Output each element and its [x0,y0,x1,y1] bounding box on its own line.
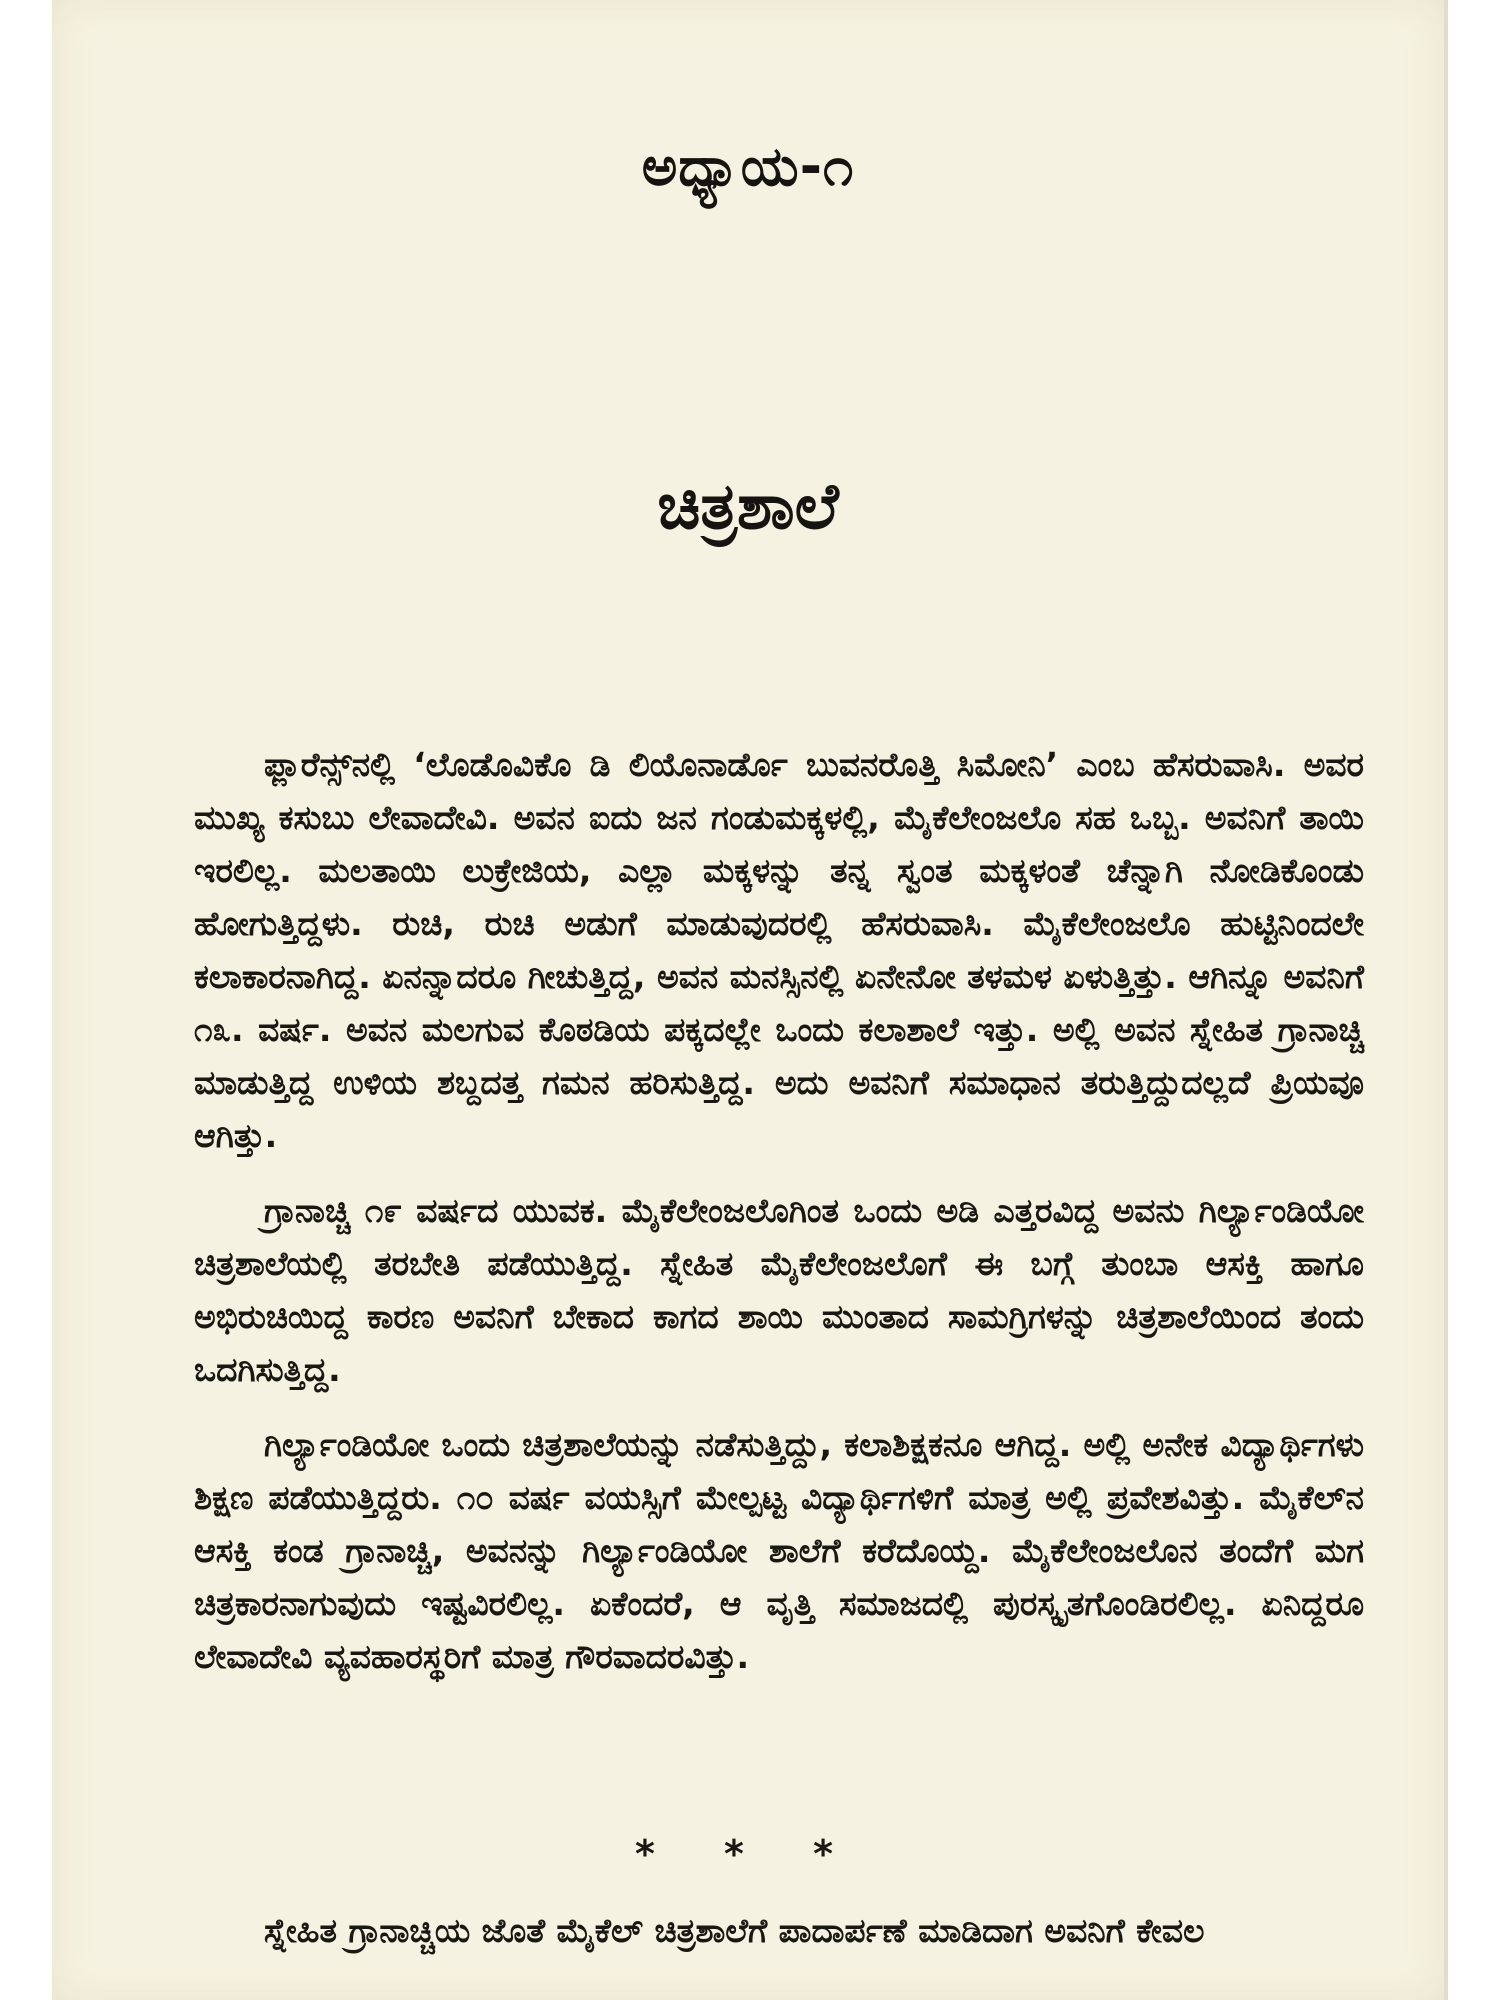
chapter-title: ಚಿತ್ರಶಾಲೆ [657,470,839,544]
paragraph-1: ಫ್ಲಾರೆನ್ಸ್‌ನಲ್ಲಿ ‘ಲೊಡೊವಿಕೊ ಡಿ ಲಿಯೊನಾರ್ಡೊ ಬುವನರೊತ್ತಿ ಸಿಮೋನಿ’ ಎಂಬ ಹೆಸರುವಾಸಿ. ಅವರ ಮುಖ್ಯ ಕಸುಬು ಲೇವಾದೇವಿ. ಅವನ ಐದು ಜನ ಗಂಡುಮಕ್ಕಳಲ್ಲಿ, ಮೈಕೆಲೇಂಜಲೊ ಸಹ ಒಬ್ಬ. ಅವನಿಗೆ ತಾಯಿ ಇರಲಿಲ್ಲ. ಮಲತಾಯಿ ಲುಕ್ರೇಜಿಯ, ಎಲ್ಲಾ ಮಕ್ಕಳನ್ನು ತನ್ನ ಸ್ವಂತ ಮಕ್ಕಳಂತೆ ಚೆನ್ನಾಗಿ ನೋಡಿಕೊಂಡು ಹೋಗುತ್ತಿದ್ದಳು. ರುಚಿ, ರುಚಿ ಅಡುಗೆ ಮಾಡುವುದರಲ್ಲಿ ಹೆಸರುವಾಸಿ. ಮೈಕೆಲೇಂಜಲೊ ಹುಟ್ಟಿನಿಂದಲೇ ಕಲಾಕಾರನಾಗಿದ್ದ. ಏನನ್ನಾದರೂ ಗೀಚುತ್ತಿದ್ದ, ಅವನ ಮನಸ್ಸಿನಲ್ಲಿ ಏನೇನೋ ತಳಮಳ ಏಳುತ್ತಿತ್ತು. ಆಗಿನ್ನೂ ಅವನಿಗೆ ೧೩. ವರ್ಷ. ಅವನ ಮಲಗುವ ಕೊಠಡಿಯ ಪಕ್ಕದಲ್ಲೇ ಒಂದು ಕಲಾಶಾಲೆ ಇತ್ತು. ಅಲ್ಲಿ ಅವನ ಸ್ನೇಹಿತ ಗ್ರಾನಾಚ್ಚಿ ಮಾಡುತ್ತಿದ್ದ ಉಳಿಯ ಶಬ್ದದತ್ತ ಗಮನ ಹರಿಸುತ್ತಿದ್ದ. ಅದು ಅವನಿಗೆ ಸಮಾಧಾನ ತರುತ್ತಿದ್ದುದಲ್ಲದೆ ಪ್ರಿಯವೂ ಆಗಿತ್ತು. [194,745,1364,1155]
chapter-heading: ಅಧ್ಯಾಯ-೧ [641,135,855,198]
book-page [52,0,1444,2000]
page-edge [1444,0,1448,2000]
body-text [194,738,1364,1705]
paragraph-2: ಗ್ರಾನಾಚ್ಚಿ ೧೯ ವರ್ಷದ ಯುವಕ. ಮೈಕೆಲೇಂಜಲೊಗಿಂತ ಒಂದು ಅಡಿ ಎತ್ತರವಿದ್ದ ಅವನು ಗಿರ್ಲ್ಯಾಂಡಿಯೋ ಚಿತ್ರಶಾಲೆಯಲ್ಲಿ ತರಬೇತಿ ಪಡೆಯುತ್ತಿದ್ದ. ಸ್ನೇಹಿತ ಮೈಕೆಲೇಂಜಲೊಗೆ ಈ ಬಗ್ಗೆ ತುಂಬಾ ಆಸಕ್ತಿ ಹಾಗೂ ಅಭಿರುಚಿಯಿದ್ದ ಕಾರಣ ಅವನಿಗೆ ಬೇಕಾದ ಕಾಗದ ಶಾಯಿ ಮುಂತಾದ ಸಾಮಗ್ರಿಗಳನ್ನು ಚಿತ್ರಶಾಲೆಯಿಂದ ತಂದು ಒದಗಿಸುತ್ತಿದ್ದ. [194,1191,1364,1389]
section-separator: * * * [634,1832,862,1876]
continuing-paragraph-line: ಸ್ನೇಹಿತ ಗ್ರಾನಾಚ್ಚಿಯ ಜೊತೆ ಮೈಕೆಲ್ ಚಿತ್ರಶಾಲೆಗೆ ಪಾದಾರ್ಪಣೆ ಮಾಡಿದಾಗ ಅವನಿಗೆ ಕೇವಲ [264,1911,1205,1950]
paragraph-3: ಗಿರ್ಲ್ಯಾಂಡಿಯೋ ಒಂದು ಚಿತ್ರಶಾಲೆಯನ್ನು ನಡೆಸುತ್ತಿದ್ದು, ಕಲಾಶಿಕ್ಷಕನೂ ಆಗಿದ್ದ. ಅಲ್ಲಿ ಅನೇಕ ವಿದ್ಯಾರ್ಥಿಗಳು ಶಿಕ್ಷಣ ಪಡೆಯುತ್ತಿದ್ದರು. ೧೦ ವರ್ಷ ವಯಸ್ಸಿಗೆ ಮೇಲ್ಪಟ್ಟ ವಿದ್ಯಾರ್ಥಿಗಳಿಗೆ ಮಾತ್ರ ಅಲ್ಲಿ ಪ್ರವೇಶವಿತ್ತು. ಮೈಕೆಲ್‌ನ ಆಸಕ್ತಿ ಕಂಡ ಗ್ರಾನಾಚ್ಚಿ, ಅವನನ್ನು ಗಿರ್ಲ್ಯಾಂಡಿಯೋ ಶಾಲೆಗೆ ಕರೆದೊಯ್ದ. ಮೈಕೆಲೇಂಜಲೊನ ತಂದೆಗೆ ಮಗ ಚಿತ್ರಕಾರನಾಗುವುದು ಇಷ್ಟವಿರಲಿಲ್ಲ. ಏಕೆಂದರೆ, ಆ ವೃತ್ತಿ ಸಮಾಜದಲ್ಲಿ ಪುರಸ್ಕೃತಗೊಂಡಿರಲಿಲ್ಲ. ಏನಿದ್ದರೂ ಲೇವಾದೇವಿ ವ್ಯವಹಾರಸ್ಥರಿಗೆ ಮಾತ್ರ ಗೌರವಾದರವಿತ್ತು. [194,1425,1364,1676]
